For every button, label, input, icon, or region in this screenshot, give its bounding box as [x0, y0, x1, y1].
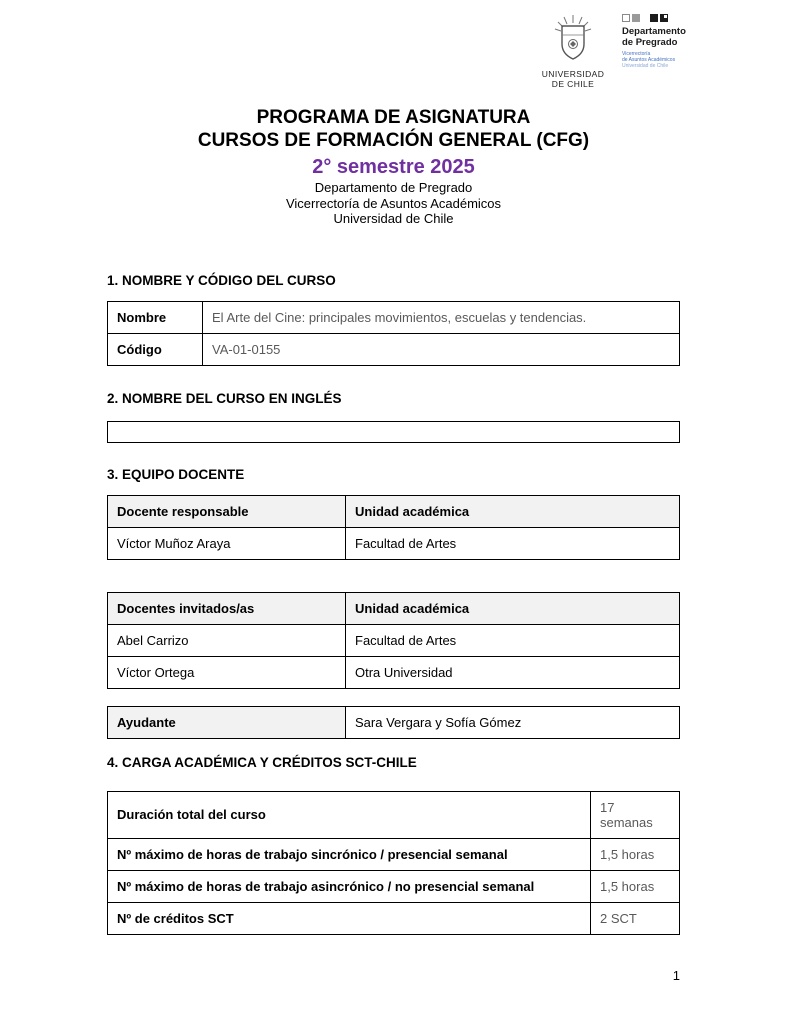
docente-name: Víctor Muñoz Araya	[108, 527, 346, 559]
section4-heading: 4. CARGA ACADÉMICA Y CRÉDITOS SCT-CHILE	[107, 754, 417, 770]
table-row	[108, 791, 680, 838]
subtitle-department: Departamento de Pregrado	[314, 180, 473, 195]
row-value-creditos-sct: 2 SCT	[591, 902, 680, 934]
row-value-horas-sincronico: 1,5 horas	[591, 838, 680, 870]
course-name-value: El Arte del Cine: principales movimientos, escuelas y tendencias.	[203, 301, 680, 333]
course-code-value: VA-01-0155	[203, 333, 680, 365]
row-label-creditos-sct: Nº de créditos SCT	[108, 902, 591, 934]
ayudante-label: Ayudante	[108, 706, 346, 738]
table-row	[108, 838, 680, 870]
course-name-code-table	[107, 301, 680, 366]
column-header-docente-responsable: Docente responsable	[108, 495, 346, 527]
docente-unit: Facultad de Artes	[346, 527, 680, 559]
ayudante-value: Sara Vergara y Sofía Gómez	[346, 706, 680, 738]
subtitle-university: Universidad de Chile	[333, 211, 454, 226]
uchile-logo-line1: UNIVERSIDAD	[541, 69, 605, 79]
row-label-codigo: Código	[108, 333, 203, 365]
english-name-field	[107, 421, 680, 443]
column-header-docentes-invitados: Docentes invitados/as	[108, 592, 346, 624]
table-row	[108, 902, 680, 934]
section2-heading: 2. NOMBRE DEL CURSO EN INGLÉS	[107, 390, 342, 406]
document-title-line1: PROGRAMA DE ASIGNATURA	[256, 107, 531, 128]
invitado-name: Abel Carrizo	[108, 624, 346, 656]
table-row	[108, 301, 680, 333]
table-row	[108, 870, 680, 902]
invitado-unit: Facultad de Artes	[346, 624, 680, 656]
pregrado-sub-line3: Universidad de Chile	[622, 63, 669, 69]
pregrado-sub-line2: de Asuntos Académicos	[622, 57, 676, 63]
pregrado-title-line2: de Pregrado	[622, 37, 678, 48]
semester-title: 2° semestre 2025	[312, 156, 475, 178]
table-row	[108, 624, 680, 656]
row-label-nombre: Nombre	[108, 301, 203, 333]
pregrado-title-line1: Departamento	[622, 26, 686, 37]
column-header-unidad-academica: Unidad académica	[346, 592, 680, 624]
title-block	[107, 106, 680, 227]
document-content	[107, 0, 680, 935]
row-value-duracion: 17 semanas	[591, 791, 680, 838]
table-header-row	[108, 592, 680, 624]
table-row	[108, 706, 680, 738]
page-number: 1	[672, 968, 680, 983]
row-label-horas-sincronico: Nº máximo de horas de trabajo sincrónico / presencial semanal	[108, 838, 591, 870]
subtitle-vicerrectoria: Vicerrectoría de Asuntos Académicos	[285, 195, 502, 211]
row-label-horas-asincronico: Nº máximo de horas de trabajo asincrónico / no presencial semanal	[108, 870, 591, 902]
ayudante-table	[107, 706, 680, 739]
table-header-row	[108, 495, 680, 527]
section3-heading: 3. EQUIPO DOCENTE	[107, 466, 245, 482]
table-row	[108, 333, 680, 365]
table-row	[108, 527, 680, 559]
docente-responsable-table	[107, 495, 680, 560]
docentes-invitados-table	[107, 592, 680, 689]
document-title-line2: CURSOS DE FORMACIÓN GENERAL (CFG)	[197, 130, 590, 151]
carga-academica-table	[107, 791, 680, 935]
invitado-name: Víctor Ortega	[108, 656, 346, 688]
pregrado-sub-line1: Vicerrectoría	[622, 51, 651, 57]
uchile-logo-line2: DE CHILE	[551, 79, 595, 89]
invitado-unit: Otra Universidad	[346, 656, 680, 688]
row-value-horas-asincronico: 1,5 horas	[591, 870, 680, 902]
section1-heading: 1. NOMBRE Y CÓDIGO DEL CURSO	[107, 272, 336, 288]
column-header-unidad-academica: Unidad académica	[346, 495, 680, 527]
table-row	[108, 656, 680, 688]
row-label-duracion: Duración total del curso	[108, 791, 591, 838]
